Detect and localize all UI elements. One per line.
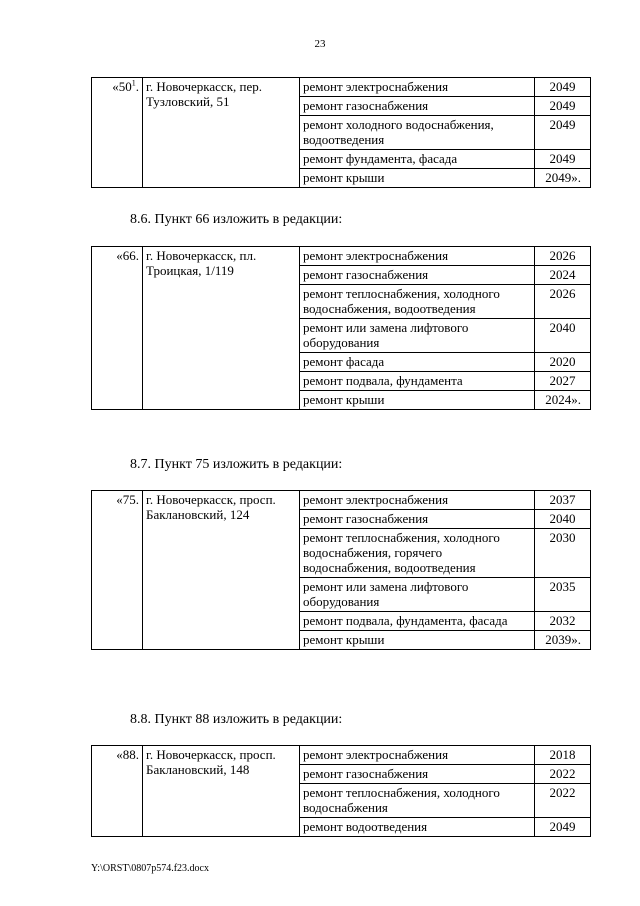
work-type: ремонт или замена лифтового оборудования (300, 578, 535, 612)
address: г. Новочеркасск, просп. Баклановский, 148 (143, 746, 300, 837)
work-type: ремонт холодного водоснабжения, водоотведения (300, 116, 535, 150)
address: г. Новочеркасск, пер. Тузловский, 51 (143, 78, 300, 188)
year: 2049 (535, 116, 591, 150)
year: 2037 (535, 491, 591, 510)
year: 2022 (535, 784, 591, 818)
work-type: ремонт крыши (300, 631, 535, 650)
table-item-66 (91, 246, 591, 410)
table-row (92, 491, 591, 510)
work-type: ремонт газоснабжения (300, 266, 535, 285)
work-type: ремонт крыши (300, 169, 535, 188)
year: 2026 (535, 247, 591, 266)
item-number: «88. (92, 746, 143, 837)
address: г. Новочеркасск, пл. Троицкая, 1/119 (143, 247, 300, 410)
work-type: ремонт электроснабжения (300, 78, 535, 97)
year: 2049 (535, 97, 591, 116)
year: 2049 (535, 818, 591, 837)
year: 2030 (535, 529, 591, 578)
work-type: ремонт водоотведения (300, 818, 535, 837)
work-type: ремонт теплоснабжения, холодного водоснабжения, водоотведения (300, 285, 535, 319)
year: 2024 (535, 266, 591, 285)
item-number: «75. (92, 491, 143, 650)
table-item-75 (91, 490, 591, 650)
footer-file-path: Y:\ORST\0807p574.f23.docx (91, 863, 209, 874)
address: г. Новочеркасск, просп. Баклановский, 124 (143, 491, 300, 650)
work-type: ремонт крыши (300, 391, 535, 410)
work-type: ремонт подвала, фундамента, фасада (300, 612, 535, 631)
year: 2040 (535, 319, 591, 353)
year: 2024». (535, 391, 591, 410)
table-item-88 (91, 745, 591, 837)
year: 2018 (535, 746, 591, 765)
year: 2032 (535, 612, 591, 631)
year: 2049 (535, 150, 591, 169)
work-type: ремонт газоснабжения (300, 97, 535, 116)
item-number: «66. (92, 247, 143, 410)
year: 2049». (535, 169, 591, 188)
year: 2039». (535, 631, 591, 650)
year: 2027 (535, 372, 591, 391)
work-type: ремонт газоснабжения (300, 510, 535, 529)
table-row (92, 247, 591, 266)
section-heading-8-8: 8.8. Пункт 88 изложить в редакции: (130, 712, 343, 727)
work-type: ремонт теплоснабжения, холодного водоснабжения (300, 784, 535, 818)
year: 2022 (535, 765, 591, 784)
work-type: ремонт теплоснабжения, холодного водоснабжения, горячего водоснабжения, водоотведения (300, 529, 535, 578)
work-type: ремонт подвала, фундамента (300, 372, 535, 391)
work-type: ремонт электроснабжения (300, 746, 535, 765)
section-heading-8-6: 8.6. Пункт 66 изложить в редакции: (130, 212, 343, 227)
work-type: ремонт или замена лифтового оборудования (300, 319, 535, 353)
year: 2049 (535, 78, 591, 97)
item-number: «$50^1$. (92, 78, 143, 188)
year: 2026 (535, 285, 591, 319)
work-type: ремонт фасада (300, 353, 535, 372)
year: 2040 (535, 510, 591, 529)
page-number: 23 (314, 38, 326, 50)
work-type: ремонт электроснабжения (300, 491, 535, 510)
table-row (92, 746, 591, 765)
table-item-50-1 (91, 77, 591, 188)
section-heading-8-7: 8.7. Пункт 75 изложить в редакции: (130, 457, 343, 472)
year: 2020 (535, 353, 591, 372)
year: 2035 (535, 578, 591, 612)
work-type: ремонт фундамента, фасада (300, 150, 535, 169)
work-type: ремонт газоснабжения (300, 765, 535, 784)
work-type: ремонт электроснабжения (300, 247, 535, 266)
table-row (92, 78, 591, 97)
